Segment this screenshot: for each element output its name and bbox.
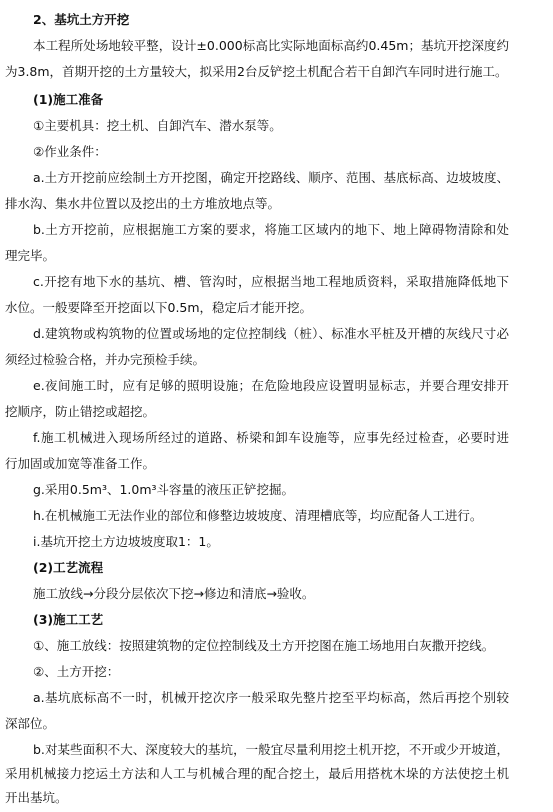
condition-b-line-2: 理完毕。	[5, 248, 56, 263]
prep-equipment: ①主要机具：挖土机、自卸汽车、潜水泵等。	[33, 118, 282, 133]
heading-construction-prep: (1)施工准备	[33, 92, 104, 107]
step-2-b-line-3: 开出基坑。	[5, 790, 68, 805]
condition-b-line-1: b.土方开挖前，应根据施工方案的要求，将施工区域内的地下、地上障碍物清除和处	[33, 222, 509, 237]
step-1-layout: ①、施工放线：按照建筑物的定位控制线及土方开挖图在施工场地用白灰撒开挖线。	[33, 638, 495, 653]
condition-a-line-2: 排水沟、集水井位置以及挖出的土方堆放地点等。	[5, 196, 281, 211]
heading-construction-process: (3)施工工艺	[33, 612, 104, 627]
condition-a-line-1: a.土方开挖前应绘制土方开挖图，确定开挖路线、顺序、范围、基底标高、边坡坡度、	[33, 170, 509, 185]
condition-e-line-1: e.夜间施工时，应有足够的照明设施；在危险地段应设置明显标志，并要合理安排开	[33, 378, 509, 393]
heading-process-flow: (2)工艺流程	[33, 560, 104, 575]
process-flow: 施工放线→分段分层依次下挖→修边和清底→验收。	[33, 586, 315, 601]
step-2-excavation: ②、土方开挖：	[33, 664, 120, 679]
intro-line-2: 为3.8m，首期开挖的土方量较大，拟采用2台反铲挖土机配合若干自卸汽车同时进行施工。	[5, 64, 508, 79]
step-2-a-line-1: a.基坑底标高不一时，机械开挖次序一般采取先整片挖至平均标高，然后再挖个别较	[33, 690, 509, 705]
condition-i: i.基坑开挖土方边坡坡度取1：1。	[33, 534, 219, 549]
condition-g: g.采用0.5m³、1.0m³斗容量的液压正铲挖掘。	[33, 482, 295, 497]
step-2-a-line-2: 深部位。	[5, 716, 56, 731]
condition-d-line-1: d.建筑物或构筑物的位置或场地的定位控制线（桩）、标准水平桩及开槽的灰线尺寸必	[33, 326, 509, 341]
condition-h: h.在机械施工无法作业的部位和修整边坡坡度、清理槽底等，均应配备人工进行。	[33, 508, 483, 523]
condition-c-line-2: 水位。一般要降至开挖面以下0.5m，稳定后才能开挖。	[5, 300, 313, 315]
prep-conditions-title: ②作业条件：	[33, 144, 107, 159]
section-title: 2、基坑土方开挖	[33, 12, 130, 27]
step-2-b-line-1: b.对某些面积不大、深度较大的基坑，一般宜尽量利用挖土机开挖，不开或少开坡道，	[33, 742, 509, 757]
condition-c-line-1: c.开挖有地下水的基坑、槽、管沟时，应根据当地工程地质资料，采取措施降低地下	[33, 274, 509, 289]
condition-f-line-2: 行加固或加宽等准备工作。	[5, 456, 156, 471]
condition-f-line-1: f.施工机械进入现场所经过的道路、桥梁和卸车设施等，应事先经过检查，必要时进	[33, 430, 509, 445]
step-2-b-line-2: 采用机械接力挖运土方法和人工与机械合理的配合挖土，最后用搭枕木垛的方法使挖土机	[5, 766, 509, 781]
intro-line-1: 本工程所处场地较平整，设计±0.000标高比实际地面标高约0.45m；基坑开挖深度约	[33, 38, 509, 53]
condition-e-line-2: 挖顺序，防止错挖或超挖。	[5, 404, 156, 419]
condition-d-line-2: 须经过检验合格，并办完预检手续。	[5, 352, 206, 367]
